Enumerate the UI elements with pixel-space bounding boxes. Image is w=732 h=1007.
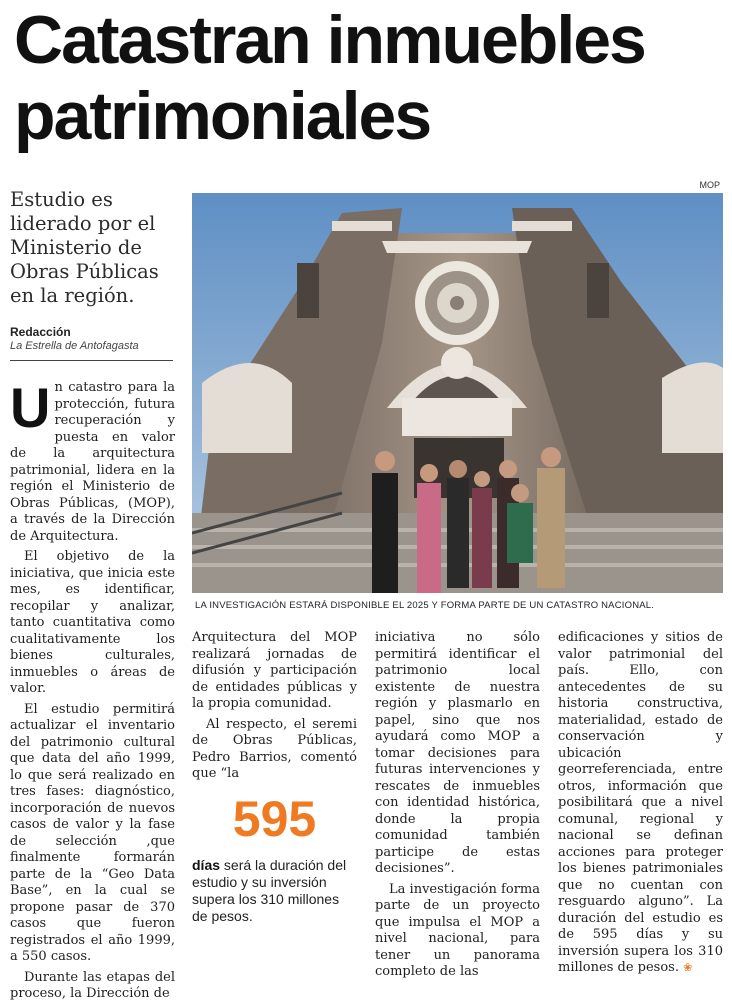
end-of-article-icon: ❀ xyxy=(683,961,693,974)
highlight-body: será la duración del estudio y su inversión supera los 310 millones de pesos. xyxy=(192,856,347,924)
byline-author: Redacción xyxy=(10,325,71,339)
article-column-1 xyxy=(10,376,175,1007)
highlight-lead: días xyxy=(192,856,221,873)
byline-publication: La Estrella de Antofagasta xyxy=(10,340,139,352)
article-paragraph: El estudio permitirá actualizar el inventario del patrimonio cultural que data del año 1999, lo que será realizado en tres fases: diagnóstico, incorporación de nuevos casos de valor y la fase de selección ,que finalmente formarán parte de la “Geo Data Base”, en la cual se propone pasar de 370 casos que fueron registrados el año 1999, a 550 casos. xyxy=(10,701,175,964)
cathedral-photo xyxy=(192,193,723,593)
article-paragraph: Al respecto, el seremi de Obras Públicas, Pedro Barrios, comentó que “la xyxy=(192,716,357,781)
headline-line-1: Catastran inmuebles xyxy=(14,2,645,78)
drop-cap: U xyxy=(10,376,51,439)
article-paragraph: La investigación forma parte de un proyecto que impulsa el MOP a nivel nacional, para tener un panorama completo de las xyxy=(375,881,540,979)
article-column-2 xyxy=(192,630,357,925)
deck-subtitle: Estudio es liderado por el Ministerio de Obras Públicas en la región. xyxy=(10,188,159,307)
paragraph-text: edificaciones y sitios de valor patrimonial del país. Ello, con antecedentes de su historia constructiva, materialidad, estado de conservación y ubicación georreferenciada, entre otros, información que posibilitará que a nivel comunal, regional y nacional se definan acciones para proteger los bienes patrimoniales que no cuentan con resguardo alguno”. La duración del estudio es de 595 días y su inversión supera los 310 millones de pesos. xyxy=(558,630,723,975)
headline-line-2: patrimoniales xyxy=(14,78,431,154)
article-column-4 xyxy=(558,630,723,981)
article-paragraph: Durante las etapas del proceso, la Dirección de xyxy=(10,969,175,1001)
headline xyxy=(14,2,729,154)
byline-divider xyxy=(10,360,173,361)
highlight-number: 595 xyxy=(232,790,317,847)
paragraph-text: n catastro para la protección, futura recuperación y puesta en valor de la arquitectura patrimonial, lidera en la región el Ministerio de Obras Públicas, (MOP), a través de la Dirección de Arquitectura. xyxy=(10,380,175,544)
photo-caption: LA INVESTIGACIÓN ESTARÁ DISPONIBLE EL 2025 Y FORMA PARTE DE UN CATASTRO NACIONAL. xyxy=(195,600,655,611)
article-paragraph: iniciativa no sólo permitirá identificar el patrimonio local existente de nuestra región y plasmarlo en papel, sino que nos ayudará como MOP a tomar decisiones para futuras intervenciones y rescates de inmuebles con identidad histórica, donde la propia comunidad también participe de estas decisiones”. xyxy=(375,630,540,876)
article-paragraph: Arquitectura del MOP realizará jornadas de difusión y participación de entidades públicas y la propia comunidad. xyxy=(192,630,357,711)
photo-credit: MOP xyxy=(699,180,720,190)
article-column-3 xyxy=(375,630,540,985)
byline xyxy=(10,325,182,352)
article-paragraph xyxy=(558,630,723,977)
article-paragraph xyxy=(10,376,175,545)
highlight-text xyxy=(192,857,357,925)
article-paragraph: El objetivo de la iniciativa, que inicia este mes, es identificar, recopilar y analizar, tanto cuantitativa como cualitativamente los bienes culturales, inmuebles o áreas de valor. xyxy=(10,549,175,696)
